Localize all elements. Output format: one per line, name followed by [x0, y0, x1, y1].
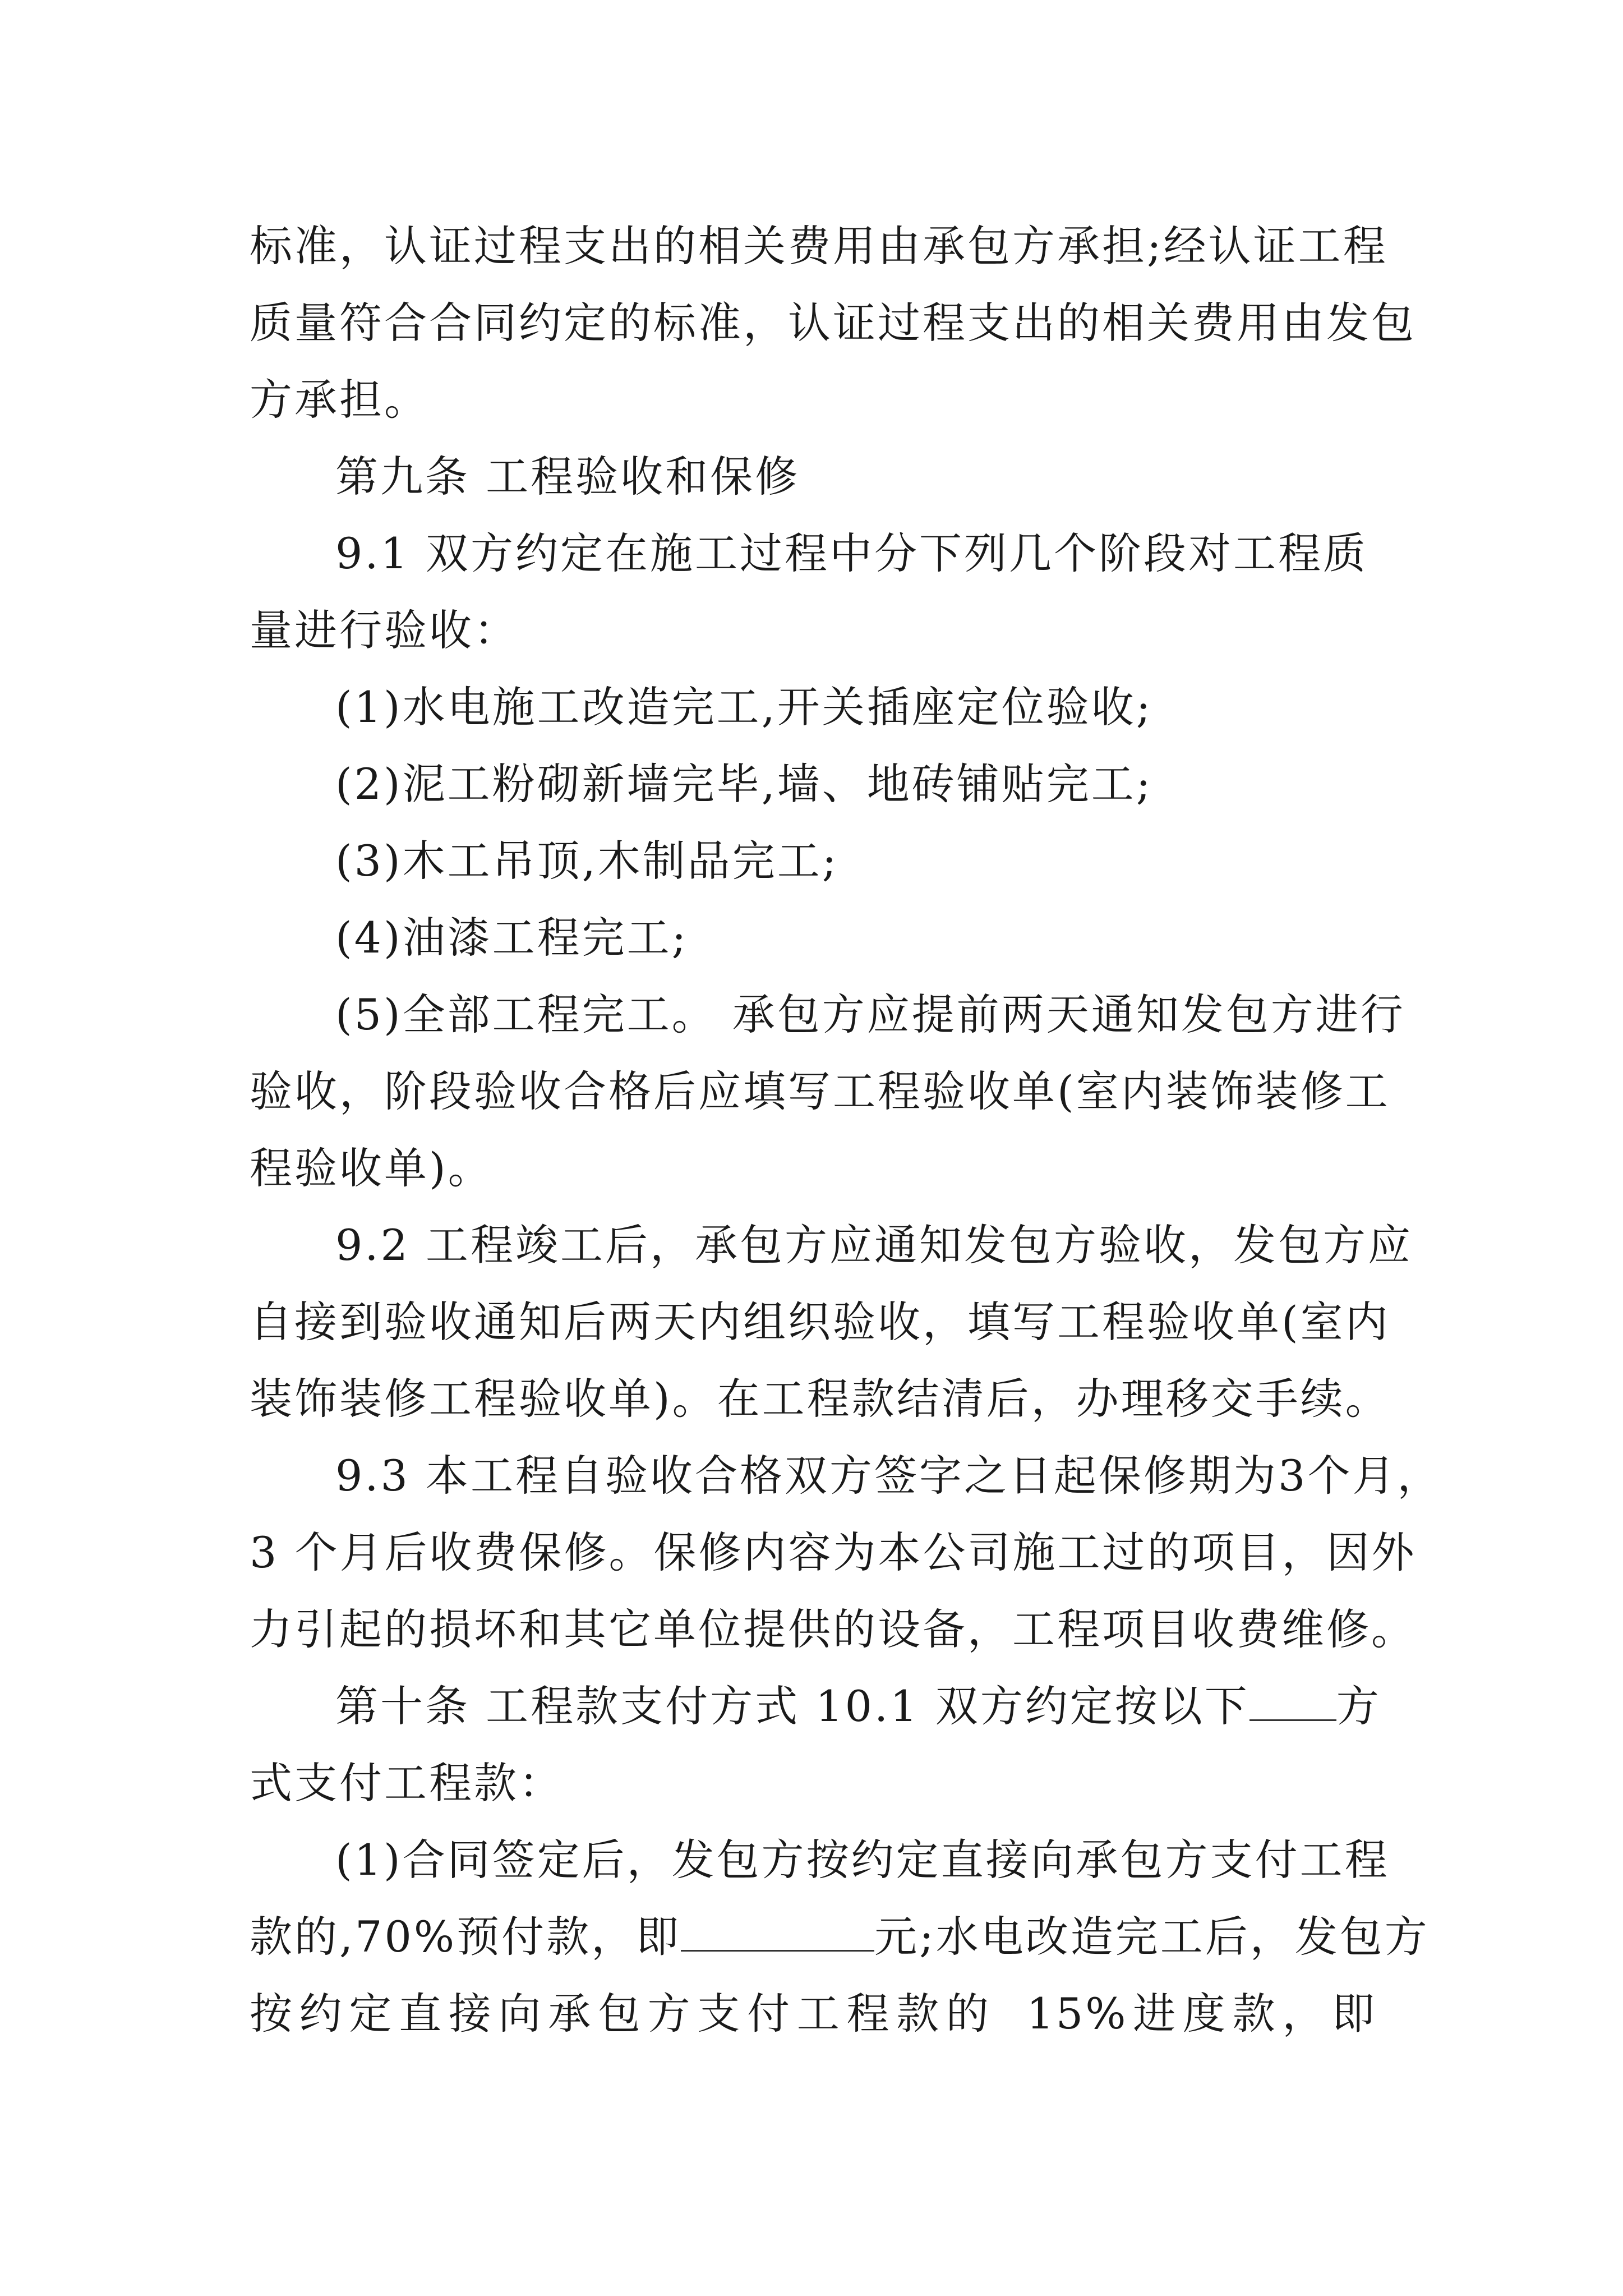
fill-in-blank	[1249, 1680, 1336, 1721]
text-line: 标准，认证过程支出的相关费用由承包方承担;经认证工程	[250, 221, 1388, 271]
text-line: 9.1 双方约定在施工过程中分下列几个阶段对工程质	[335, 528, 1368, 578]
list-item: (1)合同签定后，发包方按约定直接向承包方支付工程	[335, 1835, 1390, 1885]
text-segment: 款的,70%预付款，即	[250, 1912, 681, 1962]
text-line: 方承担。	[250, 375, 429, 425]
list-item: (2)泥工粉砌新墙完毕,墙、地砖铺贴完工;	[335, 759, 1153, 809]
section-heading: 第九条 工程验收和保修	[335, 452, 800, 501]
document-page	[250, 208, 1442, 2052]
text-line: 自接到验收通知后两天内组织验收，填写工程验收单(室内	[250, 1297, 1390, 1347]
text-line: 力引起的损坏和其它单位提供的设备，工程项目收费维修。	[250, 1604, 1416, 1654]
list-item: (3)木工吊顶,木制品完工;	[335, 836, 839, 886]
text-line	[250, 1898, 1430, 1975]
text-line: 9.3 本工程自验收合格双方签字之日起保修期为3个月，	[335, 1451, 1442, 1501]
list-item: (4)油漆工程完工;	[335, 913, 689, 963]
text-line: 装饰装修工程验收单)。在工程款结清后，办理移交手续。	[250, 1374, 1390, 1424]
text-segment: 方	[1336, 1681, 1381, 1731]
list-item: (5)全部工程完工。 承包方应提前两天通知发包方进行	[335, 990, 1405, 1039]
list-item: (1)水电施工改造完工,开关插座定位验收;	[335, 682, 1153, 732]
text-line: 9.2 工程竣工后，承包方应通知发包方验收，发包方应	[335, 1220, 1413, 1270]
text-line: 程验收单)。	[250, 1143, 493, 1193]
text-line: 质量符合合同约定的标准，认证过程支出的相关费用由发包	[250, 298, 1416, 348]
text-line: 量进行验收：	[250, 605, 519, 655]
text-line: 3 个月后收费保修。保修内容为本公司施工过的项目，因外	[250, 1527, 1417, 1577]
section-heading	[250, 1668, 1381, 1745]
text-line: 按约定直接向承包方支付工程款的 15%进度款，即	[250, 1989, 1377, 2039]
text-segment: 元;水电改造完工后，发包方	[874, 1912, 1430, 1962]
text-line: 验收，阶段验收合格后应填写工程验收单(室内装饰装修工	[250, 1066, 1390, 1116]
text-line: 式支付工程款：	[250, 1758, 564, 1808]
text-segment: 第十条 工程款支付方式 10.1 双方约定按以下	[335, 1681, 1249, 1731]
fill-in-blank	[681, 1911, 874, 1952]
